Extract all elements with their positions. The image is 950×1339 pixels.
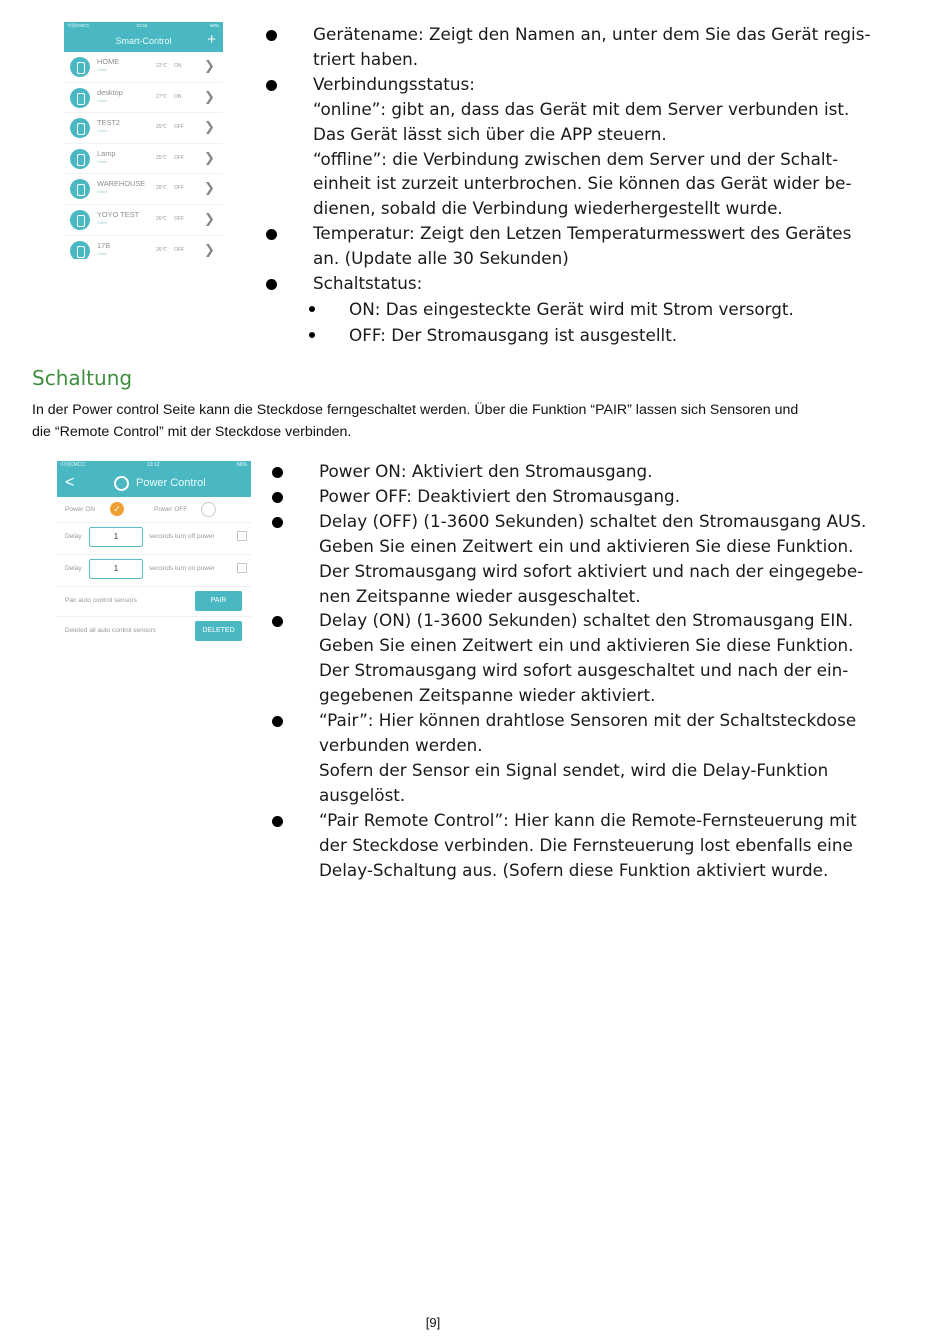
text-line: Schaltstatus:: [313, 273, 423, 294]
plug-icon: [70, 88, 90, 108]
device-name: 17B: [97, 240, 111, 250]
app-title-bar: [57, 470, 251, 497]
delay-off-checkbox[interactable]: [237, 531, 247, 541]
status-bar: [64, 22, 223, 30]
text-line: Das Gerät lässt sich über die APP steuern.: [313, 123, 667, 144]
text-line: Der Stromausgang wird sofort aktiviert und nach der eingegebe-: [319, 560, 864, 581]
device-name: desktop: [97, 87, 123, 97]
list-item: [272, 808, 866, 883]
device-state: OFF: [174, 154, 184, 161]
text-line: dienen, sobald die Verbindung wiederhergestellt wurde.: [313, 198, 783, 219]
power-off-radio[interactable]: [201, 502, 216, 517]
delay-on-input[interactable]: 1: [89, 559, 143, 579]
device-name: TEST2: [97, 118, 120, 128]
delay-on-text: seconds turn on power: [149, 565, 215, 572]
list-item: [266, 22, 871, 72]
add-device-button[interactable]: +: [207, 31, 216, 48]
delete-label: Deleted all auto control sensors: [65, 627, 157, 634]
text-line: ausgelöst.: [319, 784, 406, 805]
bullet-icon: [266, 30, 277, 41]
power-off-label: Power OFF: [154, 506, 188, 513]
chevron-right-icon: ❯: [204, 241, 215, 257]
status-carrier: 中国CMCC: [67, 23, 90, 28]
device-state: OFF: [174, 215, 184, 222]
text-line: Delay-Schaltung aus. (Sofern diese Funktion aktiviert wurde.: [319, 859, 829, 880]
device-row[interactable]: [64, 52, 223, 83]
text-line: OFF: Der Stromausgang ist ausgestellt.: [349, 324, 678, 345]
delete-row: [57, 617, 251, 642]
list-item: [272, 484, 866, 509]
device-row[interactable]: [64, 205, 223, 236]
device-name: Lamp: [97, 148, 116, 158]
text-line: Delay (ON) (1-3600 Sekunden) schaltet den Stromausgang EIN.: [319, 610, 854, 631]
small-bullet-icon: [309, 332, 315, 338]
plug-icon: [70, 149, 90, 169]
power-icon: [114, 476, 129, 491]
plug-icon: [70, 179, 90, 199]
chevron-right-icon: ❯: [204, 119, 215, 135]
text-line: einheit ist zurzeit unterbrochen. Sie können das Gerät wider be-: [313, 173, 852, 194]
delay-off-row: [57, 523, 251, 555]
list-item: [272, 509, 866, 609]
list-item: [266, 221, 871, 271]
small-bullet-icon: [309, 306, 315, 312]
device-temp: 25℃: [156, 154, 168, 161]
bullet-icon: [272, 517, 283, 528]
delete-button[interactable]: DELETED: [195, 621, 242, 641]
device-status: Online: [97, 98, 108, 103]
text-line: verbunden werden.: [319, 734, 483, 755]
device-name: YOYO TEST: [97, 209, 140, 219]
device-status: Online: [97, 159, 108, 164]
text-line: Delay (OFF) (1-3600 Sekunden) schaltet den Stromausgang AUS.: [319, 510, 867, 531]
power-on-radio[interactable]: ✓: [110, 502, 124, 516]
delay-off-text: seconds turn off power: [149, 533, 215, 540]
text-line: Der Stromausgang wird sofort ausgeschaltet und nach der ein-: [319, 660, 849, 681]
text-line: die “Remote Control” mit der Steckdose verbinden.: [32, 424, 352, 440]
device-state: OFF: [174, 185, 184, 192]
status-battery: 66%: [209, 23, 219, 28]
sub-list-item: [313, 322, 871, 348]
chevron-right-icon: ❯: [204, 149, 215, 165]
page-number: [9]: [425, 1315, 441, 1330]
text-line: der Steckdose verbinden. Die Fernsteuerung lost ebenfalls eine: [319, 834, 853, 855]
bullet-icon: [272, 616, 283, 627]
text-line: “Pair”: Hier können drahtlose Sensoren mit der Schaltsteckdose: [319, 710, 857, 731]
plug-icon: [70, 118, 90, 138]
device-temp: 29℃: [156, 124, 168, 131]
status-time: 10:32: [136, 23, 148, 28]
chevron-right-icon: ❯: [204, 180, 215, 196]
delay-label: Delay: [65, 565, 82, 572]
status-bar: [57, 461, 251, 470]
list-item: [272, 608, 866, 708]
section-intro: [32, 399, 798, 443]
device-temp: 26℃: [156, 246, 168, 253]
bullet-icon: [272, 467, 283, 478]
text-line: Power OFF: Deaktiviert den Stromausgang.: [319, 485, 681, 506]
delay-on-checkbox[interactable]: [237, 563, 247, 573]
delay-label: Delay: [65, 533, 82, 540]
text-line: Verbindungsstatus:: [313, 73, 475, 94]
bullet-icon: [272, 492, 283, 503]
device-row[interactable]: [64, 83, 223, 114]
device-status: Online: [97, 68, 108, 72]
chevron-right-icon: ❯: [204, 58, 215, 73]
delay-off-input[interactable]: 1: [89, 527, 143, 547]
pair-row: [57, 587, 251, 617]
pair-button[interactable]: PAIR: [195, 591, 242, 611]
text-line: gegebenen Zeitspanne wieder aktiviert.: [319, 685, 656, 706]
bullet-icon: [266, 80, 277, 91]
status-carrier: 中国CMCC: [60, 462, 85, 468]
device-row[interactable]: [64, 113, 223, 144]
device-name: HOME: [97, 57, 120, 66]
app-title: Smart-Control: [115, 36, 172, 46]
plug-icon: [70, 241, 90, 259]
device-state: ON: [174, 93, 182, 100]
chevron-right-icon: ❯: [204, 88, 215, 104]
device-status: Online: [97, 129, 108, 134]
device-temp: 26℃: [156, 215, 168, 222]
device-temp: 28℃: [156, 185, 168, 192]
device-state: OFF: [174, 246, 184, 253]
power-control-screenshot: [57, 461, 251, 642]
text-line: In der Power control Seite kann die Steckdose ferngeschaltet werden. Über die Funktion “PAIR” lassen sich Sensoren und: [32, 402, 799, 418]
text-line: an. (Update alle 30 Sekunden): [313, 248, 569, 269]
status-time: 10:12: [147, 462, 160, 468]
device-row[interactable]: [64, 144, 223, 175]
bullet-icon: [272, 716, 283, 727]
device-list-explanation: [266, 22, 871, 348]
sub-list-item: [313, 296, 871, 322]
plug-icon: [70, 57, 90, 77]
bullet-icon: [272, 816, 283, 827]
text-line: Sofern der Sensor ein Signal sendet, wird die Delay-Funktion: [319, 759, 829, 780]
back-button[interactable]: <: [65, 474, 75, 491]
list-item: [266, 271, 871, 348]
app-title-bar: [64, 30, 223, 52]
list-item: [272, 459, 866, 484]
app-title: Power Control: [136, 477, 206, 489]
text-line: Geben Sie einen Zeitwert ein und aktivieren Sie diese Funktion.: [319, 635, 854, 656]
text-line: “online”: gibt an, dass das Gerät mit dem Server verbunden ist.: [313, 98, 850, 119]
text-line: Temperatur: Zeigt den Letzen Temperaturmesswert des Gerätes: [313, 223, 852, 244]
plug-icon: [70, 210, 90, 230]
power-on-label: Power ON: [65, 506, 95, 513]
text-line: triert haben.: [313, 48, 419, 69]
text-line: nen Zeitspanne wieder ausgeschaltet.: [319, 585, 641, 606]
pair-label: Pair auto control sensors: [65, 597, 137, 604]
device-status: Online: [97, 190, 108, 195]
power-toggle-row: [57, 497, 251, 523]
text-line: Gerätename: Zeigt den Namen an, unter dem Sie das Gerät regis-: [313, 24, 871, 44]
text-line: ON: Das eingesteckte Gerät wird mit Strom versorgt.: [349, 298, 794, 319]
status-battery: 66%: [236, 462, 247, 468]
text-line: Power ON: Aktiviert den Stromausgang.: [319, 461, 653, 481]
device-status: Online: [97, 251, 108, 256]
delay-on-row: [57, 555, 251, 587]
device-name: WAREHOUSE: [97, 179, 146, 189]
section-heading: Schaltung: [32, 366, 133, 390]
smart-control-screenshot: [64, 22, 223, 259]
power-control-explanation: [272, 459, 866, 882]
device-row[interactable]: [64, 236, 223, 259]
chevron-right-icon: ❯: [204, 210, 215, 226]
device-temp: 22℃: [156, 63, 168, 69]
text-line: “offline”: die Verbindung zwischen dem Server und der Schalt-: [313, 148, 839, 169]
bullet-icon: [266, 279, 277, 290]
device-row[interactable]: [64, 174, 223, 205]
device-status: Online: [97, 220, 108, 225]
text-line: Geben Sie einen Zeitwert ein und aktivieren Sie diese Funktion.: [319, 535, 854, 556]
device-temp: 27℃: [156, 93, 168, 100]
bullet-icon: [266, 229, 277, 240]
list-item: [266, 72, 871, 221]
text-line: “Pair Remote Control”: Hier kann die Remote-Fernsteuerung mit: [319, 809, 857, 830]
device-state: OFF: [174, 124, 184, 131]
device-state: ON: [174, 63, 182, 69]
list-item: [272, 708, 866, 808]
